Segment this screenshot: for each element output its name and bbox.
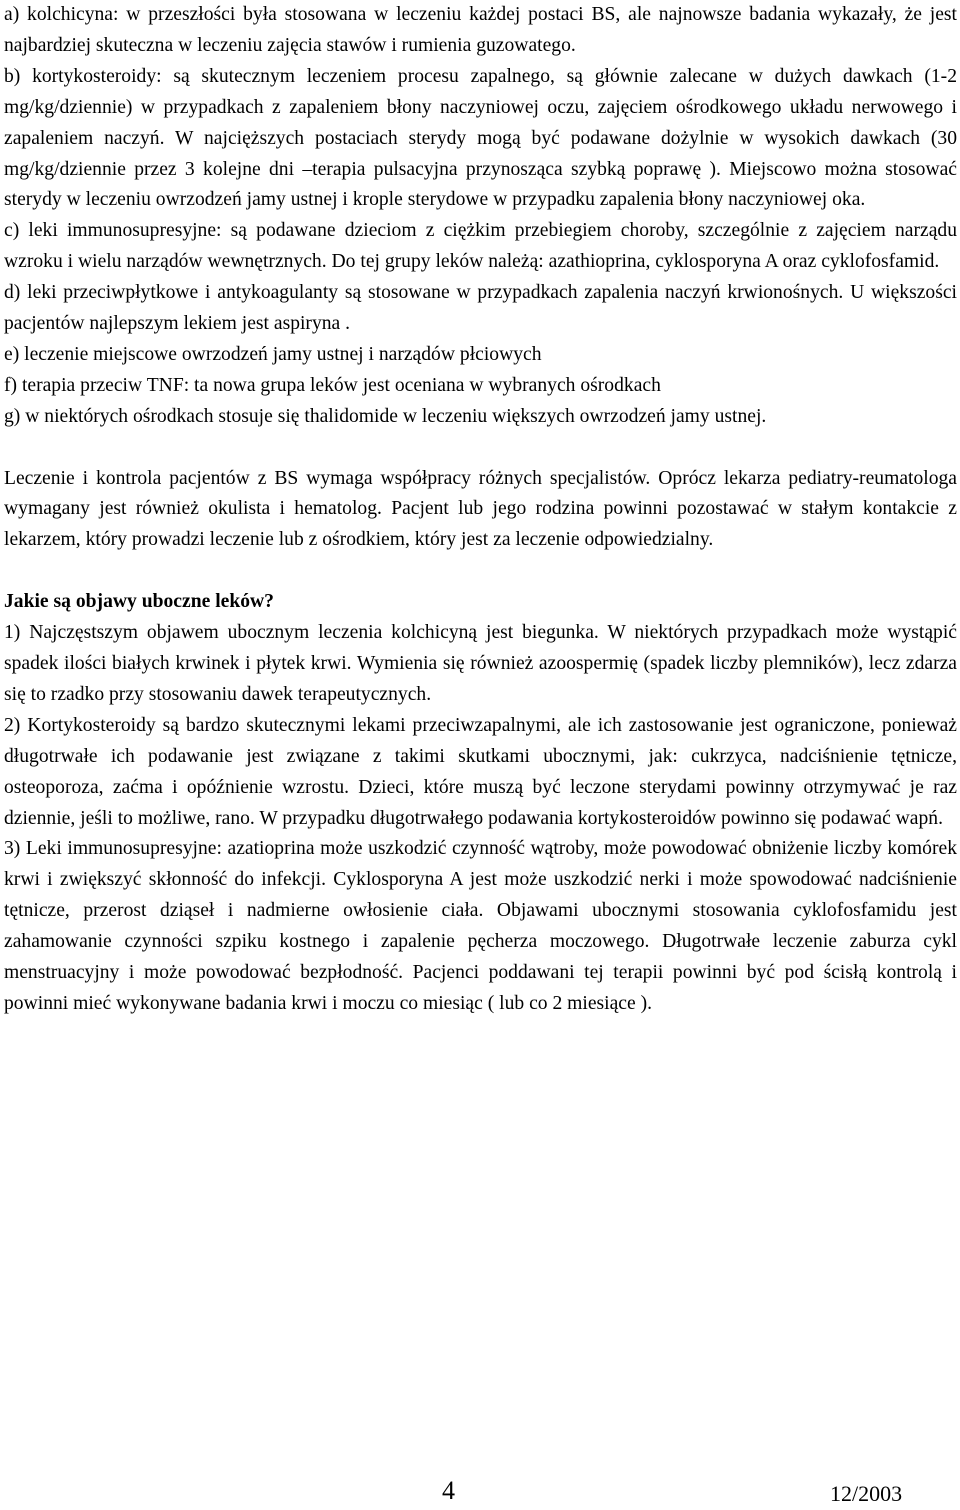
page-number: 4 [442,1476,455,1505]
side-effect-item-3: 3) Leki immunosupresyjne: azatioprina może uszkodzić czynność wątroby, może powodować obniżenie liczby komórek krwi i zwiększyć skłonność do infekcji. Cyklosporyna A jest może uszkodzić nerki i może spowodować nadciśnienie tętnicze, przerost dziąseł i nadmierne owłosienie ciała. Objawami ubocznymi stosowania cyklofosfamidu jest zahamowanie czynności szpiku kostnego i zapalenie pęcherza moczowego. Długotrwałe leczenie zaburza cykl menstruacyjny i może powodować bezpłodność. Pacjenci poddawani tej terapii powinni być pod ścisłą kontrolą i powinni mieć wykonywane badania krwi i moczu co miesiąc ( lub co 2 miesiące ). [4,838,957,1014]
side-effect-item-2: 2) Kortykosteroidy są bardzo skutecznymi lekami przeciwzapalnymi, ale ich zastosowanie jest ograniczone, ponieważ długotrwałe ich podawanie jest związane z takimi skutkami ubocznymi, jak: cukrzyca, nadciśnienie tętnicze, osteoporoza, zaćma i opóźnienie wzrostu. Dzieci, które muszą być leczone sterydami powinny otrzymywać je raz dziennie, jeśli to możliwe, rano. W przypadku długotrwałego podawania kortykosteroidów powinno się podawać wapń. [4,714,957,829]
treatment-item-c: c) leki immunosupresyjne: są podawane dzieciom z ciężkim przebiegiem choroby, szczególnie z zajęciem narządu wzroku i wielu narządów wewnętrznych. Do tej grupy leków należą: azathioprina, cyklosporyna A oraz cyklofosfamid. [4,220,957,273]
treatment-item-g: g) w niektórych ośrodkach stosuje się thalidomide w leczeniu większych owrzodzeń jamy ustnej. [4,405,767,427]
treatment-item-d: d) leki przeciwpłytkowe i antykoagulanty są stosowane w przypadkach zapalenia naczyń krwionośnych. U większości pacjentów najlepszym lekiem jest aspiryna . [4,282,957,335]
treatment-item-a: a) kolchicyna: w przeszłości była stosowana w leczeniu każdej postaci BS, ale najnowsze badania wykazały, że jest najbardziej skuteczna w leczeniu zajęcia stawów i rumienia guzowatego. [4,4,957,56]
document-date: 12/2003 [830,1481,903,1506]
treatment-item-b: b) kortykosteroidy: są skutecznym leczeniem procesu zapalnego, są głównie zalecane w dużych dawkach (1-2 mg/kg/dziennie) w przypadkach z zapaleniem błony naczyniowej oczu, zajęciem ośrodkowego układu nerwowego i zapaleniem naczyń. W najcięższych postaciach sterydy mogą być podawane dożylnie w wysokich dawkach (30 mg/kg/dziennie przez 3 kolejne dni –terapia pulsacyjna przynosząca szybką poprawę ). Miejscowo można stosować sterydy w leczeniu owrzodzeń jamy ustnej i krople sterydowe w przypadku zapalenia błony naczyniowej oka. [4,65,957,211]
paragraph-gap [4,433,957,464]
side-effects-heading: Jakie są objawy uboczne leków? [4,591,274,613]
paragraph-gap [4,556,957,587]
document-page [4,0,957,1020]
treatment-item-f: f) terapia przeciw TNF: ta nowa grupa leków jest oceniana w wybranych ośrodkach [4,374,661,396]
cooperation-paragraph: Leczenie i kontrola pacjentów z BS wymaga współpracy różnych specjalistów. Oprócz lekarza pediatry-reumatologa wymagany jest również okulista i hematolog. Pacjent lub jego rodzina powinni pozostawać w stałym kontakcie z lekarzem, który prowadzi leczenie lub z ośrodkiem, który jest za leczenie odpowiedzialny. [4,467,957,551]
treatment-item-e: e) leczenie miejscowe owrzodzeń jamy ustnej i narządów płciowych [4,343,542,365]
side-effect-item-1: 1) Najczęstszym objawem ubocznym leczenia kolchicyną jest biegunka. W niektórych przypadkach może wystąpić spadek ilości białych krwinek i płytek krwi. Wymienia się również azoospermię (spadek liczby plemników), lecz zdarza się to rzadko przy stosowaniu dawek terapeutycznych. [4,622,957,705]
